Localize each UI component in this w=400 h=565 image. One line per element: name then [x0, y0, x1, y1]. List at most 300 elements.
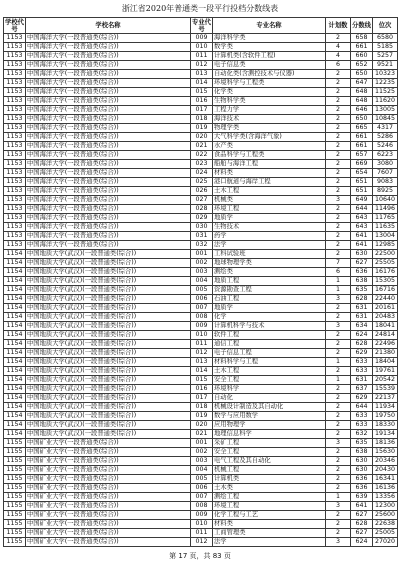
plan-count-cell: 4	[326, 43, 351, 52]
plan-count-cell: 2	[326, 367, 351, 376]
plan-count-cell: 2	[326, 223, 351, 232]
plan-count-cell: 7	[326, 259, 351, 268]
school-name-cell: 中国海洋大学(一段普通类(综合))	[26, 43, 191, 52]
plan-count-cell: 3	[326, 196, 351, 205]
school-code-cell: 1153	[4, 187, 26, 196]
score-line-cell: 658	[351, 34, 373, 43]
rank-cell: 11496	[373, 205, 398, 214]
plan-count-cell: 2	[326, 313, 351, 322]
major-code-cell: 007	[191, 493, 213, 502]
school-code-cell: 1153	[4, 133, 26, 142]
rank-cell: 9083	[373, 178, 398, 187]
school-code-cell: 1153	[4, 196, 26, 205]
major-code-cell: 011	[191, 340, 213, 349]
score-line-cell: 634	[351, 322, 373, 331]
major-name-cell: 船舶与海洋工程	[213, 160, 326, 169]
plan-count-cell: 2	[326, 529, 351, 538]
school-code-cell: 1155	[4, 502, 26, 511]
major-code-cell: 001	[191, 439, 213, 448]
school-code-cell: 1153	[4, 88, 26, 97]
plan-count-cell: 2	[326, 169, 351, 178]
school-code-cell: 1153	[4, 178, 26, 187]
school-name-cell: 中国矿业大学(一段普通类(综合))	[26, 502, 191, 511]
plan-count-cell: 2	[326, 232, 351, 241]
major-name-cell: 法学	[213, 241, 326, 250]
school-code-cell: 1154	[4, 304, 26, 313]
school-name-cell: 中国海洋大学(一段普通类(综合))	[26, 34, 191, 43]
school-name-cell: 中国海洋大学(一段普通类(综合))	[26, 241, 191, 250]
plan-count-cell: 2	[326, 79, 351, 88]
major-code-cell: 015	[191, 88, 213, 97]
major-name-cell: 海洋科学类	[213, 34, 326, 43]
rank-cell: 12235	[373, 79, 398, 88]
rank-cell: 25505	[373, 259, 398, 268]
school-code-cell: 1154	[4, 340, 26, 349]
rank-cell: 10845	[373, 115, 398, 124]
plan-count-cell: 3	[326, 439, 351, 448]
major-code-cell: 020	[191, 421, 213, 430]
school-name-cell: 中国地质大学(武汉)(一段普通类(综合))	[26, 421, 191, 430]
table-row	[4, 520, 398, 529]
major-code-cell: 019	[191, 412, 213, 421]
school-code-cell: 1153	[4, 97, 26, 106]
score-line-header: 分数线	[351, 18, 373, 34]
school-code-cell: 1153	[4, 124, 26, 133]
major-code-cell: 011	[191, 52, 213, 61]
major-name-cell: 电气工程及其自动化	[213, 457, 326, 466]
school-code-cell: 1154	[4, 403, 26, 412]
school-code-cell: 1155	[4, 457, 26, 466]
school-name-cell: 中国矿业大学(一段普通类(综合))	[26, 493, 191, 502]
major-name-cell: 应用物理学	[213, 421, 326, 430]
school-name-cell: 中国地质大学(武汉)(一段普通类(综合))	[26, 340, 191, 349]
plan-count-cell: 6	[326, 268, 351, 277]
table-row	[4, 268, 398, 277]
table-row	[4, 376, 398, 385]
rank-cell: 24814	[373, 331, 398, 340]
score-line-cell: 627	[351, 511, 373, 520]
score-line-cell: 627	[351, 259, 373, 268]
score-line-cell: 633	[351, 367, 373, 376]
rank-cell: 5286	[373, 133, 398, 142]
major-name-cell: 地球物理学类	[213, 259, 326, 268]
rank-cell: 10640	[373, 196, 398, 205]
table-row	[4, 403, 398, 412]
table-row	[4, 484, 398, 493]
major-code-cell: 004	[191, 277, 213, 286]
table-row	[4, 457, 398, 466]
major-code-cell: 022	[191, 151, 213, 160]
school-code-cell: 1155	[4, 520, 26, 529]
school-name-cell: 中国地质大学(武汉)(一段普通类(综合))	[26, 259, 191, 268]
major-code-cell: 010	[191, 331, 213, 340]
major-code-cell: 002	[191, 259, 213, 268]
major-name-cell: 海洋技术	[213, 115, 326, 124]
school-name-cell: 中国海洋大学(一段普通类(综合))	[26, 142, 191, 151]
table-row	[4, 34, 398, 43]
plan-count-cell: 2	[326, 115, 351, 124]
score-line-cell: 639	[351, 493, 373, 502]
rank-cell: 8925	[373, 187, 398, 196]
major-name-cell: 安全工程	[213, 376, 326, 385]
rank-cell: 16176	[373, 268, 398, 277]
score-line-cell: 652	[351, 61, 373, 70]
major-code-cell: 006	[191, 295, 213, 304]
major-code-cell: 002	[191, 448, 213, 457]
school-code-cell: 1153	[4, 106, 26, 115]
score-line-cell: 649	[351, 196, 373, 205]
table-row	[4, 88, 398, 97]
school-code-cell: 1154	[4, 394, 26, 403]
major-code-cell: 009	[191, 34, 213, 43]
plan-count-cell: 3	[326, 538, 351, 547]
school-name-cell: 中国海洋大学(一段普通类(综合))	[26, 88, 191, 97]
score-line-cell: 641	[351, 232, 373, 241]
plan-count-cell: 2	[326, 448, 351, 457]
school-name-cell: 中国矿业大学(一段普通类(综合))	[26, 511, 191, 520]
major-code-cell: 019	[191, 124, 213, 133]
table-row	[4, 178, 398, 187]
major-name-cell: 化学	[213, 313, 326, 322]
plan-count-cell: 3	[326, 322, 351, 331]
plan-count-cell: 3	[326, 502, 351, 511]
score-line-cell: 657	[351, 151, 373, 160]
major-name-cell: 大气科学类(含海洋气象)	[213, 133, 326, 142]
table-header	[4, 18, 398, 34]
score-line-cell: 641	[351, 241, 373, 250]
plan-count-cell: 2	[326, 97, 351, 106]
score-line-cell: 631	[351, 304, 373, 313]
major-code-cell: 021	[191, 430, 213, 439]
major-name-cell: 计算机类(含软件工程)	[213, 52, 326, 61]
rank-cell: 18041	[373, 322, 398, 331]
major-name-cell: 材料科学与工程	[213, 358, 326, 367]
plan-count-cell: 2	[326, 178, 351, 187]
major-code-cell: 010	[191, 520, 213, 529]
school-name-cell: 中国地质大学(武汉)(一段普通类(综合))	[26, 376, 191, 385]
major-code-cell: 012	[191, 61, 213, 70]
score-line-cell: 638	[351, 448, 373, 457]
major-name-cell: 地理信息科学	[213, 430, 326, 439]
rank-cell: 6580	[373, 34, 398, 43]
table-row	[4, 367, 398, 376]
score-line-cell: 661	[351, 142, 373, 151]
rank-cell: 20542	[373, 376, 398, 385]
plan-count-cell: 2	[326, 421, 351, 430]
score-line-cell: 631	[351, 313, 373, 322]
plan-count-cell: 2	[326, 205, 351, 214]
score-line-cell: 651	[351, 178, 373, 187]
table-row	[4, 205, 398, 214]
school-code-header: 学校代号	[5, 18, 24, 33]
major-code-cell: 007	[191, 304, 213, 313]
school-name-cell: 中国海洋大学(一段普通类(综合))	[26, 151, 191, 160]
school-name-cell: 中国海洋大学(一段普通类(综合))	[26, 178, 191, 187]
major-code-cell: 027	[191, 196, 213, 205]
school-name-cell: 中国海洋大学(一段普通类(综合))	[26, 223, 191, 232]
school-name-cell: 中国海洋大学(一段普通类(综合))	[26, 79, 191, 88]
school-code-cell: 1154	[4, 322, 26, 331]
rank-cell: 22137	[373, 394, 398, 403]
major-name-cell: 机械设计制造及其自动化	[213, 403, 326, 412]
major-code-cell: 006	[191, 484, 213, 493]
school-code-cell: 1155	[4, 493, 26, 502]
table-row	[4, 70, 398, 79]
score-line-cell: 633	[351, 421, 373, 430]
document-title: 浙江省2020年普通类一段平行投档分数线表	[121, 4, 279, 13]
major-name-cell: 工科试验班	[213, 250, 326, 259]
score-line-cell: 629	[351, 394, 373, 403]
table-row	[4, 241, 398, 250]
rank-cell: 22496	[373, 340, 398, 349]
major-code-cell: 005	[191, 475, 213, 484]
school-name-header: 学校名称	[26, 18, 191, 34]
school-name-cell: 中国地质大学(武汉)(一段普通类(综合))	[26, 403, 191, 412]
major-name-cell: 化学工程与工艺	[213, 511, 326, 520]
table-row	[4, 169, 398, 178]
major-name-cell: 土木工程	[213, 187, 326, 196]
rank-cell: 20430	[373, 466, 398, 475]
major-code-cell: 003	[191, 268, 213, 277]
school-code-cell: 1154	[4, 376, 26, 385]
major-code-cell: 011	[191, 529, 213, 538]
school-code-cell: 1153	[4, 151, 26, 160]
table-row	[4, 448, 398, 457]
rank-cell: 25005	[373, 529, 398, 538]
major-name-cell: 环境工程	[213, 205, 326, 214]
major-name-cell: 数学与应用数学	[213, 412, 326, 421]
school-name-cell: 中国地质大学(武汉)(一段普通类(综合))	[26, 313, 191, 322]
school-code-cell: 1153	[4, 115, 26, 124]
plan-count-cell: 2	[326, 88, 351, 97]
table-row	[4, 385, 398, 394]
major-code-cell: 013	[191, 358, 213, 367]
major-name-cell: 材料类	[213, 169, 326, 178]
major-name-cell: 水产类	[213, 142, 326, 151]
score-line-cell: 631	[351, 376, 373, 385]
table-body	[4, 34, 398, 547]
school-code-cell: 1153	[4, 169, 26, 178]
school-name-cell: 中国矿业大学(一段普通类(综合))	[26, 484, 191, 493]
major-code-cell: 015	[191, 376, 213, 385]
score-line-cell: 665	[351, 124, 373, 133]
plan-count-cell: 2	[326, 124, 351, 133]
school-name-cell: 中国地质大学(武汉)(一段普通类(综合))	[26, 394, 191, 403]
table-row	[4, 97, 398, 106]
school-name-cell: 中国海洋大学(一段普通类(综合))	[26, 169, 191, 178]
score-line-cell: 630	[351, 457, 373, 466]
score-line-cell: 661	[351, 43, 373, 52]
plan-count-cell: 2	[326, 151, 351, 160]
score-line-cell: 650	[351, 70, 373, 79]
school-name-cell: 中国海洋大学(一段普通类(综合))	[26, 133, 191, 142]
major-code-cell: 014	[191, 367, 213, 376]
table-row	[4, 295, 398, 304]
school-code-cell: 1155	[4, 484, 26, 493]
school-code-cell: 1154	[4, 295, 26, 304]
table-row	[4, 340, 398, 349]
major-code-cell: 017	[191, 394, 213, 403]
major-name-cell: 化学类	[213, 88, 326, 97]
school-name-cell: 中国海洋大学(一段普通类(综合))	[26, 160, 191, 169]
table-row	[4, 250, 398, 259]
rank-cell: 20161	[373, 304, 398, 313]
major-name-cell: 食品科学与工程类	[213, 151, 326, 160]
school-name-cell: 中国海洋大学(一段普通类(综合))	[26, 214, 191, 223]
rank-cell: 3080	[373, 160, 398, 169]
score-line-cell: 660	[351, 52, 373, 61]
plan-count-cell: 4	[326, 52, 351, 61]
school-code-cell: 1153	[4, 43, 26, 52]
rank-cell: 25600	[373, 511, 398, 520]
major-code-cell: 008	[191, 502, 213, 511]
table-row	[4, 322, 398, 331]
score-line-cell: 651	[351, 187, 373, 196]
school-code-cell: 1154	[4, 430, 26, 439]
table-row	[4, 529, 398, 538]
score-line-cell: 636	[351, 484, 373, 493]
score-line-cell: 637	[351, 385, 373, 394]
score-line-cell: 635	[351, 286, 373, 295]
school-code-cell: 1154	[4, 313, 26, 322]
score-line-cell: 633	[351, 412, 373, 421]
plan-count-cell: 2	[326, 70, 351, 79]
rank-cell: 18136	[373, 439, 398, 448]
rank-cell: 16136	[373, 484, 398, 493]
table-row	[4, 214, 398, 223]
school-name-cell: 中国地质大学(武汉)(一段普通类(综合))	[26, 367, 191, 376]
major-name-cell: 生物科学类	[213, 97, 326, 106]
major-code-cell: 032	[191, 241, 213, 250]
plan-count-cell: 2	[326, 160, 351, 169]
score-line-cell: 644	[351, 403, 373, 412]
school-name-cell: 中国地质大学(武汉)(一段普通类(综合))	[26, 268, 191, 277]
major-name-cell: 采矿工程	[213, 439, 326, 448]
major-name-cell: 生物技术	[213, 223, 326, 232]
table-row	[4, 304, 398, 313]
school-code-cell: 1153	[4, 214, 26, 223]
school-name-cell: 中国矿业大学(一段普通类(综合))	[26, 448, 191, 457]
school-name-cell: 中国矿业大学(一段普通类(综合))	[26, 538, 191, 547]
score-line-cell: 644	[351, 205, 373, 214]
school-code-cell: 1154	[4, 250, 26, 259]
major-name-header: 专业名称	[213, 18, 326, 34]
major-code-cell: 009	[191, 322, 213, 331]
school-name-cell: 中国海洋大学(一段普通类(综合))	[26, 52, 191, 61]
table-row	[4, 430, 398, 439]
table-row	[4, 466, 398, 475]
major-name-cell: 工商管理类	[213, 529, 326, 538]
rank-cell: 11525	[373, 88, 398, 97]
major-name-cell: 自动化类(含测控技术与仪器)	[213, 70, 326, 79]
rank-cell: 13356	[373, 493, 398, 502]
major-name-cell: 数学类	[213, 43, 326, 52]
rank-cell: 7607	[373, 169, 398, 178]
school-code-cell: 1153	[4, 223, 26, 232]
table-row	[4, 142, 398, 151]
school-name-cell: 中国地质大学(武汉)(一段普通类(综合))	[26, 322, 191, 331]
school-code-cell: 1153	[4, 160, 26, 169]
school-code-cell: 1153	[4, 142, 26, 151]
rank-cell: 13004	[373, 232, 398, 241]
major-code-cell: 029	[191, 214, 213, 223]
table-row	[4, 277, 398, 286]
school-code-cell: 1153	[4, 79, 26, 88]
major-code-cell: 005	[191, 286, 213, 295]
major-code-header: 专业代号	[192, 18, 211, 33]
plan-count-cell: 2	[326, 349, 351, 358]
school-code-cell: 1155	[4, 439, 26, 448]
score-line-cell: 669	[351, 160, 373, 169]
score-line-cell: 627	[351, 529, 373, 538]
table-row	[4, 502, 398, 511]
major-code-cell: 026	[191, 187, 213, 196]
plan-count-cell: 2	[326, 304, 351, 313]
score-line-cell: 628	[351, 520, 373, 529]
school-name-cell: 中国矿业大学(一段普通类(综合))	[26, 439, 191, 448]
major-code-cell: 014	[191, 79, 213, 88]
table-row	[4, 412, 398, 421]
major-code-cell: 031	[191, 232, 213, 241]
plan-count-cell: 2	[326, 250, 351, 259]
major-code-cell: 016	[191, 385, 213, 394]
plan-count-cell: 2	[326, 430, 351, 439]
major-name-cell: 地质学	[213, 304, 326, 313]
plan-count-cell: 2	[326, 520, 351, 529]
major-code-cell: 018	[191, 403, 213, 412]
plan-count-cell: 2	[326, 340, 351, 349]
school-name-cell: 中国海洋大学(一段普通类(综合))	[26, 97, 191, 106]
school-code-cell: 1154	[4, 277, 26, 286]
plan-count-cell: 3	[326, 295, 351, 304]
table-row	[4, 475, 398, 484]
header-row	[4, 18, 398, 34]
table-row	[4, 421, 398, 430]
table-row	[4, 349, 398, 358]
plan-count-cell: 6	[326, 61, 351, 70]
school-name-cell: 中国矿业大学(一段普通类(综合))	[26, 457, 191, 466]
table-row	[4, 115, 398, 124]
rank-header: 位次	[373, 18, 398, 34]
school-name-cell: 中国矿业大学(一段普通类(综合))	[26, 529, 191, 538]
school-name-cell: 中国地质大学(武汉)(一段普通类(综合))	[26, 430, 191, 439]
major-name-cell: 材料类	[213, 520, 326, 529]
major-name-cell: 物理学类	[213, 124, 326, 133]
major-name-cell: 自动化	[213, 394, 326, 403]
school-name-cell: 中国海洋大学(一段普通类(综合))	[26, 196, 191, 205]
major-code-cell: 020	[191, 133, 213, 142]
rank-cell: 11620	[373, 97, 398, 106]
school-code-cell: 1154	[4, 367, 26, 376]
plan-count-cell: 2	[326, 385, 351, 394]
score-line-cell: 635	[351, 439, 373, 448]
rank-cell: 5185	[373, 43, 398, 52]
school-code-cell: 1154	[4, 286, 26, 295]
major-code-cell: 008	[191, 313, 213, 322]
score-line-cell: 633	[351, 358, 373, 367]
school-name-cell: 中国地质大学(武汉)(一段普通类(综合))	[26, 250, 191, 259]
score-line-cell: 646	[351, 106, 373, 115]
major-code-cell: 016	[191, 97, 213, 106]
major-name-cell: 软件工程	[213, 331, 326, 340]
major-name-cell: 工程力学	[213, 106, 326, 115]
table-row	[4, 223, 398, 232]
table-row	[4, 511, 398, 520]
school-name-cell: 中国地质大学(武汉)(一段普通类(综合))	[26, 277, 191, 286]
score-line-cell: 632	[351, 430, 373, 439]
table-row	[4, 61, 398, 70]
major-code-cell: 021	[191, 142, 213, 151]
